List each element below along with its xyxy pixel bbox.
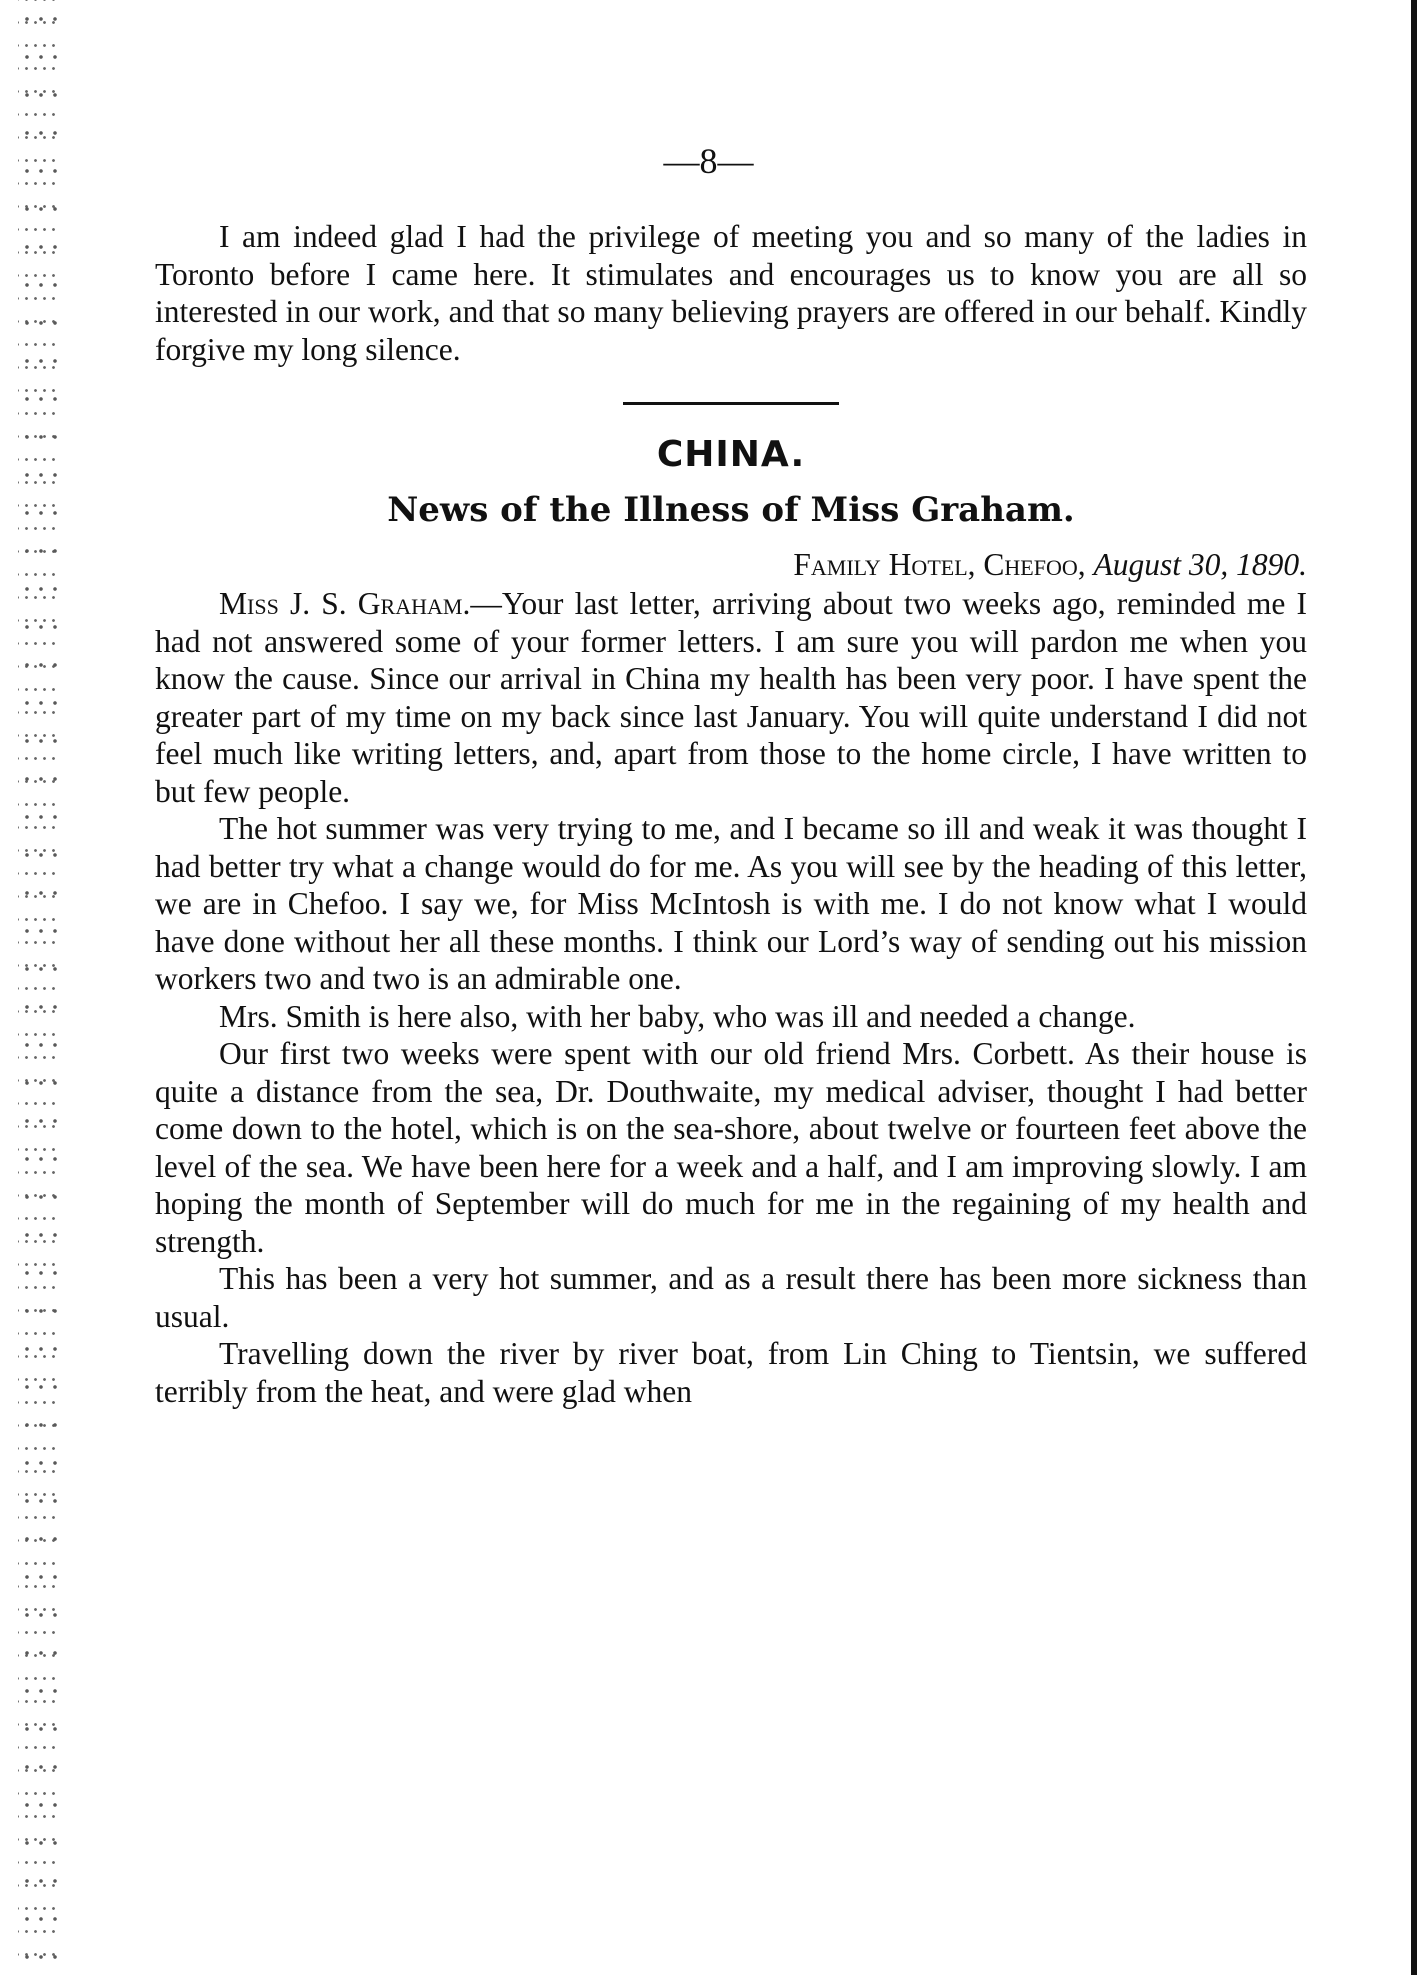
article-title: News of the Illness of Miss Graham.: [387, 490, 1075, 530]
dateline: [155, 545, 1307, 585]
letter-paragraph: The hot summer was very trying to me, and I became so ill and weak it was thought I had better try what a change would do for me. As you will see by the heading of this letter, we are in Chefoo. I say we, for Miss McIntosh is with me. I do not know what I would have done without her all these months. I think our Lord’s way of sending out his mission workers two and two is an admirable one.: [155, 811, 1307, 996]
page-number: —8—: [663, 141, 754, 181]
letter-paragraph: Travelling down the river by river boat, from Lin Ching to Tientsin, we suffered terribly from the heat, and were glad when: [155, 1336, 1307, 1409]
intro-paragraph: I am indeed glad I had the privilege of meeting you and so many of the ladies in Toronto before I came here. It stimulates and encourages us to know you are all so interested in our work, and that so many believing prayers are offered in our behalf. Kindly forgive my long silence.: [155, 219, 1307, 367]
section-divider: [623, 402, 839, 405]
letter-paragraph: This has been a very hot summer, and as a result there has been more sickness than usual.: [155, 1261, 1307, 1334]
scan-edge-left: [18, 0, 58, 1975]
section-title: CHINA.: [656, 434, 806, 475]
letter-opening-paragraph: [155, 585, 1307, 810]
dateline-date: August 30, 1890.: [1093, 547, 1307, 582]
page-content: [155, 218, 1307, 1410]
letter-paragraph: Mrs. Smith is here also, with her baby, who was ill and needed a change.: [219, 998, 1136, 1034]
dateline-place: Family Hotel, Chefoo,: [793, 547, 1086, 582]
addressee: Miss J. S. Graham.: [219, 586, 471, 621]
opening-text: —Your last letter, arriving about two weeks ago, reminded me I had not answered some of your former letters. I am sure you will pardon me when you know the cause. Since our arrival in China my health has been very poor. I have spent the greater part of my time on my back since last January. You will quite understand I did not feel much like writing letters, and, apart from those to the home circle, I have written to but few people.: [155, 586, 1307, 809]
scan-edge-right-bottom: [1413, 1860, 1417, 1975]
scan-edge-right: [1411, 0, 1417, 1975]
letter-paragraph: Our first two weeks were spent with our old friend Mrs. Corbett. As their house is quite a distance from the sea, Dr. Douthwaite, my medical adviser, thought I had better come down to the hotel, which is on the sea-shore, about twelve or fourteen feet above the level of the sea. We have been here for a week and a half, and I am improving slowly. I am hoping the month of September will do much for me in the regaining of my health and strength.: [155, 1036, 1307, 1259]
